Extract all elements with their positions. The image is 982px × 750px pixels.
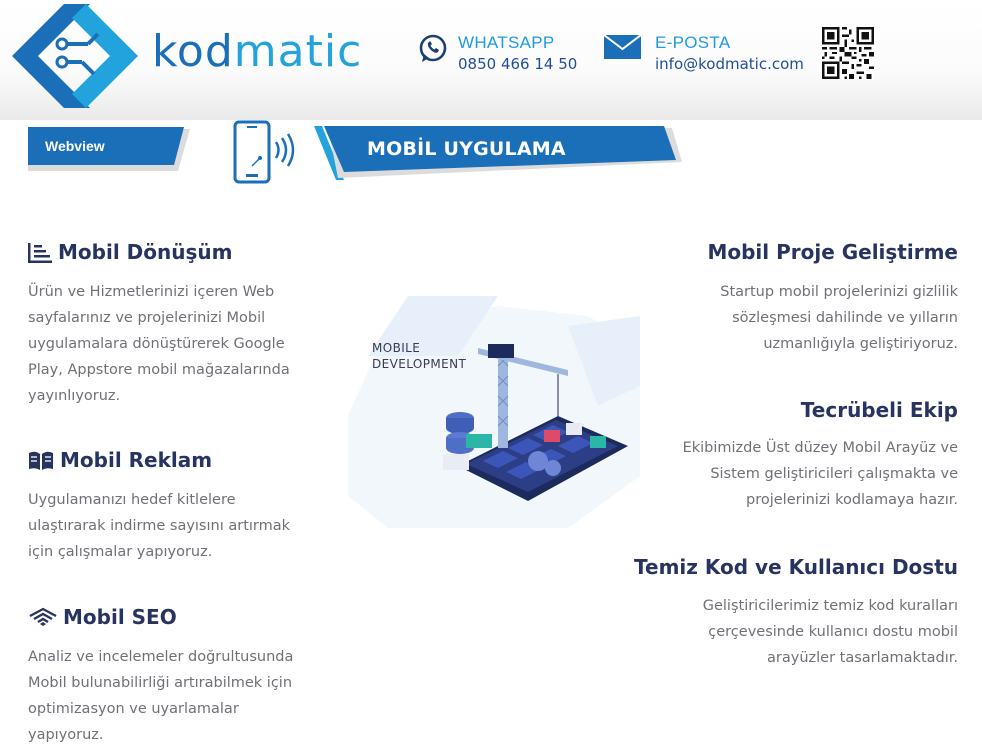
feature-title-tecrubeli-ekip: Tecrübeli Ekip [800,398,958,422]
mobile-development-illustration [348,296,640,528]
list-chart-icon [28,243,52,263]
email-label: E-POSTA [655,33,731,52]
brand-wordmark[interactable] [152,26,362,78]
wifi-signal-icon [28,607,58,627]
email-address[interactable]: info@kodmatic.com [655,55,804,73]
illustration-label-line2: DEVELOPMENT [372,357,467,371]
qr-code-icon [822,27,874,79]
brand-name-part2: matic [233,26,363,77]
whatsapp-icon[interactable] [417,33,449,65]
feature-text-mobil-seo: Analiz ve incelemeler doğrultusunda Mobil bulunabilirliği artırabilmek için optimizasyon ve uyarlamalar yapıyoruz. [28,649,294,743]
feature-title-temiz-kod: Temiz Kod ve Kullanıcı Dostu [634,555,958,579]
feature-title-mobil-reklam: Mobil Reklam [60,448,213,472]
brand-name-part1: kod [152,26,234,77]
whatsapp-contact[interactable] [458,33,577,73]
feature-title-mobil-proje: Mobil Proje Geliştirme [707,240,958,264]
envelope-icon[interactable] [604,35,641,59]
kodmatic-logo-icon[interactable] [12,4,138,108]
feature-title-mobil-donusum: Mobil Dönüşüm [58,240,233,264]
feature-text-mobil-proje: Startup mobil projelerinizi gizlilik sözleşmesi dahilinde ve yılların uzmanlığıyla geliştiriyoruz. [720,284,958,352]
open-book-icon [28,451,54,471]
smartphone-signal-icon [230,120,296,186]
email-contact[interactable] [655,33,804,73]
feature-text-mobil-reklam: Uygulamanızı hedef kitlelere ulaştırarak indirme sayısını artırmak için çalışmalar yapıyoruz. [28,492,291,560]
feature-text-temiz-kod: Geliştiricilerimiz temiz kod kuralları çerçevesinde kullanıcı dostu mobil arayüzler tasarlamaktadır. [702,598,958,666]
feature-text-mobil-donusum: Ürün ve Hizmetlerinizi içeren Web sayfalarınız ve projelerinizi Mobil uygulamalara dönüştürerek Google Play, Appstore mobil mağazalarında yayınlıyoruz. [28,284,290,404]
feature-title-mobil-seo: Mobil SEO [63,605,177,629]
site-header [0,0,982,120]
feature-text-tecrubeli-ekip: Ekibimizde Üst düzey Mobil Arayüz ve Sistem geliştiricileri çalışmakta ve projelerinizi kodlamaya hazır. [682,440,958,508]
whatsapp-label: WHATSAPP [458,33,555,52]
whatsapp-number[interactable]: 0850 466 14 50 [458,55,578,73]
tab-webview[interactable]: Webview [45,138,105,154]
illustration-label-line1: MOBILE [372,341,421,355]
section-title: MOBİL UYGULAMA [367,138,566,160]
